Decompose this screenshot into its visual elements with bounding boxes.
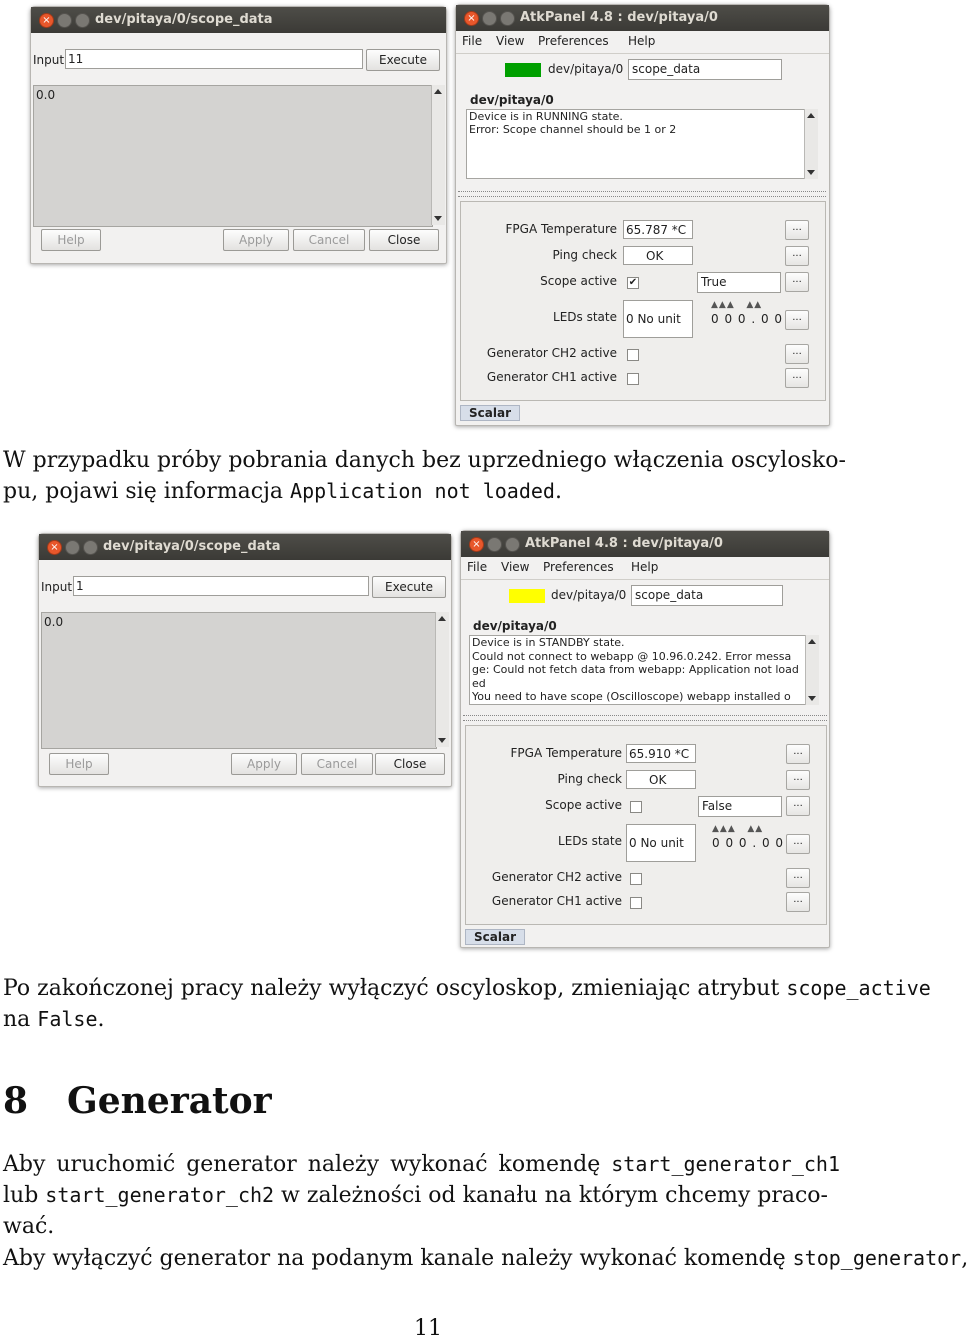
status-box: [469, 635, 807, 705]
dialog-title: dev/pitaya/0/scope_data: [95, 12, 273, 27]
scroll-up-icon[interactable]: [808, 639, 816, 644]
scope-data-dialog: [38, 533, 452, 787]
leds-arrow-icons[interactable]: ▲▲▲ ▲▲: [712, 824, 764, 834]
menu-preferences[interactable]: Preferences: [538, 34, 609, 48]
section-number: 8: [3, 1080, 29, 1122]
input-field[interactable]: 1: [73, 576, 369, 596]
close-button[interactable]: Close: [375, 753, 445, 775]
leds-digits[interactable]: 0 0 0 . 0 0: [712, 836, 785, 850]
gen1-more-button[interactable]: ...: [786, 892, 810, 912]
leds-digits[interactable]: 0 0 0 . 0 0: [711, 312, 784, 326]
help-button[interactable]: Help: [49, 753, 109, 775]
gen2-checkbox[interactable]: [627, 349, 639, 361]
scroll-down-icon[interactable]: [808, 696, 816, 701]
fpga-more-button[interactable]: ...: [785, 220, 809, 240]
attribute-combo[interactable]: scope_data: [628, 59, 782, 80]
code-run: start_generator_ch1: [611, 1152, 841, 1176]
paragraph-2-line-2: [3, 1004, 105, 1035]
ping-value: OK: [626, 770, 696, 789]
leds-more-button[interactable]: ...: [785, 310, 809, 330]
ping-label: Ping check: [552, 248, 617, 262]
code-run: Application not loaded: [290, 479, 555, 503]
atk-panel-window: [460, 530, 830, 948]
paragraph-3-line-1: [3, 1149, 840, 1180]
minimize-window-icon[interactable]: [482, 11, 497, 26]
tab-scalar[interactable]: Scalar: [465, 929, 525, 945]
maximize-window-icon[interactable]: [505, 537, 520, 552]
section-title: Generator: [67, 1080, 272, 1122]
gen1-label: Generator CH1 active: [486, 370, 617, 384]
ping-value: OK: [623, 246, 693, 265]
fpga-more-button[interactable]: ...: [786, 744, 810, 764]
paragraph-3-line-3: wać.: [3, 1214, 55, 1239]
text-run: na: [3, 1007, 38, 1032]
output-value: 0.0: [36, 88, 56, 102]
status-line: ed: [472, 676, 486, 690]
text-run: lub: [3, 1183, 46, 1208]
close-window-icon[interactable]: ×: [469, 537, 484, 552]
minimize-window-icon[interactable]: [57, 13, 72, 28]
fpga-value: 65.910 *C: [626, 744, 696, 763]
gen1-label: Generator CH1 active: [491, 894, 622, 908]
attribute-combo[interactable]: scope_data: [631, 585, 783, 606]
device-name: dev/pitaya/0: [548, 62, 624, 76]
dialog-titlebar: [39, 534, 451, 560]
code-run: scope_active: [786, 976, 931, 1000]
minimize-window-icon[interactable]: [65, 540, 80, 555]
status-scrollbar[interactable]: [804, 109, 818, 179]
gen1-checkbox[interactable]: [630, 897, 642, 909]
scope-combo[interactable]: True: [697, 272, 781, 293]
atk-titlebar: [456, 5, 829, 31]
menubar: [461, 557, 829, 580]
menu-file[interactable]: File: [467, 560, 488, 574]
scroll-down-icon[interactable]: [438, 738, 446, 743]
menu-preferences[interactable]: Preferences: [543, 560, 614, 574]
gen2-checkbox[interactable]: [630, 873, 642, 885]
minimize-window-icon[interactable]: [487, 537, 502, 552]
gen2-more-button[interactable]: ...: [785, 344, 809, 364]
status-line: Error: Scope channel should be 1 or 2: [469, 123, 677, 136]
state-indicator: [509, 589, 545, 603]
execute-button[interactable]: Execute: [372, 576, 446, 598]
scope-data-dialog: [30, 6, 447, 264]
help-button[interactable]: Help: [41, 229, 101, 251]
leds-label: LEDs state: [558, 834, 622, 848]
scroll-up-icon[interactable]: [434, 89, 442, 94]
text-run: ,: [961, 1246, 968, 1271]
splitter[interactable]: [463, 715, 827, 721]
paragraph-2-line-1: [3, 973, 931, 1004]
maximize-window-icon[interactable]: [83, 540, 98, 555]
paragraph-1-line-2: [3, 476, 562, 507]
output-area: [41, 612, 437, 749]
gen2-more-button[interactable]: ...: [786, 868, 810, 888]
ping-label: Ping check: [557, 772, 622, 786]
menu-file[interactable]: File: [462, 34, 483, 48]
status-line: Could not connect to webapp @ 10.96.0.242. Error messa: [472, 649, 792, 663]
state-indicator: [505, 63, 541, 77]
status-title: dev/pitaya/0: [473, 619, 557, 633]
atk-titlebar: [461, 531, 829, 557]
tab-scalar[interactable]: Scalar: [460, 405, 520, 421]
splitter[interactable]: [458, 191, 826, 197]
ping-more-button[interactable]: ...: [785, 246, 809, 266]
atk-title: AtkPanel 4.8 : dev/pitaya/0: [525, 536, 723, 551]
input-label: Input: [41, 580, 73, 594]
scope-more-button[interactable]: ...: [786, 796, 810, 816]
scroll-down-icon[interactable]: [807, 170, 815, 175]
text-run: .: [97, 1007, 105, 1032]
apply-button[interactable]: Apply: [223, 229, 289, 251]
dialog-titlebar: [31, 7, 446, 33]
atk-panel-window: [455, 4, 830, 426]
output-scrollbar[interactable]: [431, 85, 445, 225]
leds-arrow-icons[interactable]: ▲▲▲ ▲▲: [711, 300, 763, 310]
cancel-button[interactable]: Cancel: [301, 753, 373, 775]
maximize-window-icon[interactable]: [75, 13, 90, 28]
scroll-up-icon[interactable]: [438, 616, 446, 621]
gen1-checkbox[interactable]: [627, 373, 639, 385]
scope-label: Scope active: [545, 798, 622, 812]
leds-more-button[interactable]: ...: [786, 834, 810, 854]
input-label: Input: [33, 53, 65, 67]
scroll-down-icon[interactable]: [434, 216, 442, 221]
menubar: [456, 31, 829, 54]
scope-checkbox[interactable]: [630, 801, 642, 813]
output-scrollbar[interactable]: [435, 612, 449, 747]
status-line: You need to have scope (Oscilloscope) webapp installed o: [472, 690, 791, 703]
input-field[interactable]: 11: [65, 49, 363, 69]
atk-title: AtkPanel 4.8 : dev/pitaya/0: [520, 10, 718, 25]
menu-help[interactable]: Help: [631, 560, 659, 574]
scope-label: Scope active: [540, 274, 617, 288]
gen2-label: Generator CH2 active: [491, 870, 622, 884]
scalar-panel: [460, 201, 826, 401]
text-run: Po zakończonej pracy należy wyłączyć oscyloskop, zmieniając atrybut: [3, 976, 787, 1001]
scope-combo[interactable]: False: [698, 796, 782, 817]
close-button[interactable]: Close: [369, 229, 439, 251]
gen1-more-button[interactable]: ...: [785, 368, 809, 388]
paragraph-3-line-2: [3, 1180, 828, 1211]
text-run: .: [554, 479, 562, 504]
status-line: ge: Could not fetch data from webapp: Application not load: [472, 663, 799, 676]
leds-label: LEDs state: [553, 310, 617, 324]
fpga-value: 65.787 *C: [623, 220, 693, 239]
status-line: Device is in RUNNING state.: [469, 110, 623, 123]
close-window-icon[interactable]: ×: [47, 540, 62, 555]
gen2-label: Generator CH2 active: [486, 346, 617, 360]
ping-more-button[interactable]: ...: [786, 770, 810, 790]
fpga-label: FPGA Temperature: [505, 222, 617, 236]
device-name: dev/pitaya/0: [551, 588, 627, 602]
paragraph-4-line-1: [3, 1243, 968, 1274]
scalar-panel: [465, 725, 827, 925]
text-run: w zależności od kanału na którym chcemy praco-: [274, 1183, 828, 1208]
text-run: pu, pojawi się informacja: [3, 479, 291, 504]
menu-view[interactable]: View: [496, 34, 525, 48]
scope-checkbox[interactable]: ✔: [628, 277, 638, 288]
output-value: 0.0: [44, 615, 64, 629]
code-run: False: [37, 1007, 98, 1031]
leds-value: 0 No unit: [623, 300, 693, 338]
menu-help[interactable]: Help: [628, 34, 656, 48]
text-run: Aby uruchomić generator należy wykonać komendę: [3, 1152, 612, 1177]
maximize-window-icon[interactable]: [500, 11, 515, 26]
output-area: [33, 85, 433, 227]
text-run: Aby wyłączyć generator na podanym kanale należy wykonać komendę: [3, 1246, 793, 1271]
status-box: [466, 109, 808, 179]
close-window-icon[interactable]: ×: [39, 13, 54, 28]
code-run: stop_generator: [792, 1246, 962, 1270]
page-number: 11: [414, 1316, 442, 1341]
code-run: start_generator_ch2: [45, 1183, 275, 1207]
status-line: Device is in STANDBY state.: [472, 636, 625, 649]
apply-button[interactable]: Apply: [231, 753, 297, 775]
paragraph-1-line-1: W przypadku próby pobrania danych bez uprzedniego włączenia oscylosko-: [3, 448, 846, 473]
cancel-button[interactable]: Cancel: [293, 229, 365, 251]
fpga-label: FPGA Temperature: [510, 746, 622, 760]
execute-button[interactable]: Execute: [366, 49, 440, 71]
leds-value: 0 No unit: [626, 824, 696, 862]
status-title: dev/pitaya/0: [470, 93, 554, 107]
dialog-title: dev/pitaya/0/scope_data: [103, 539, 281, 554]
scope-more-button[interactable]: ...: [785, 272, 809, 292]
menu-view[interactable]: View: [501, 560, 530, 574]
scroll-up-icon[interactable]: [807, 113, 815, 118]
close-window-icon[interactable]: ×: [464, 11, 479, 26]
status-scrollbar[interactable]: [805, 635, 819, 705]
